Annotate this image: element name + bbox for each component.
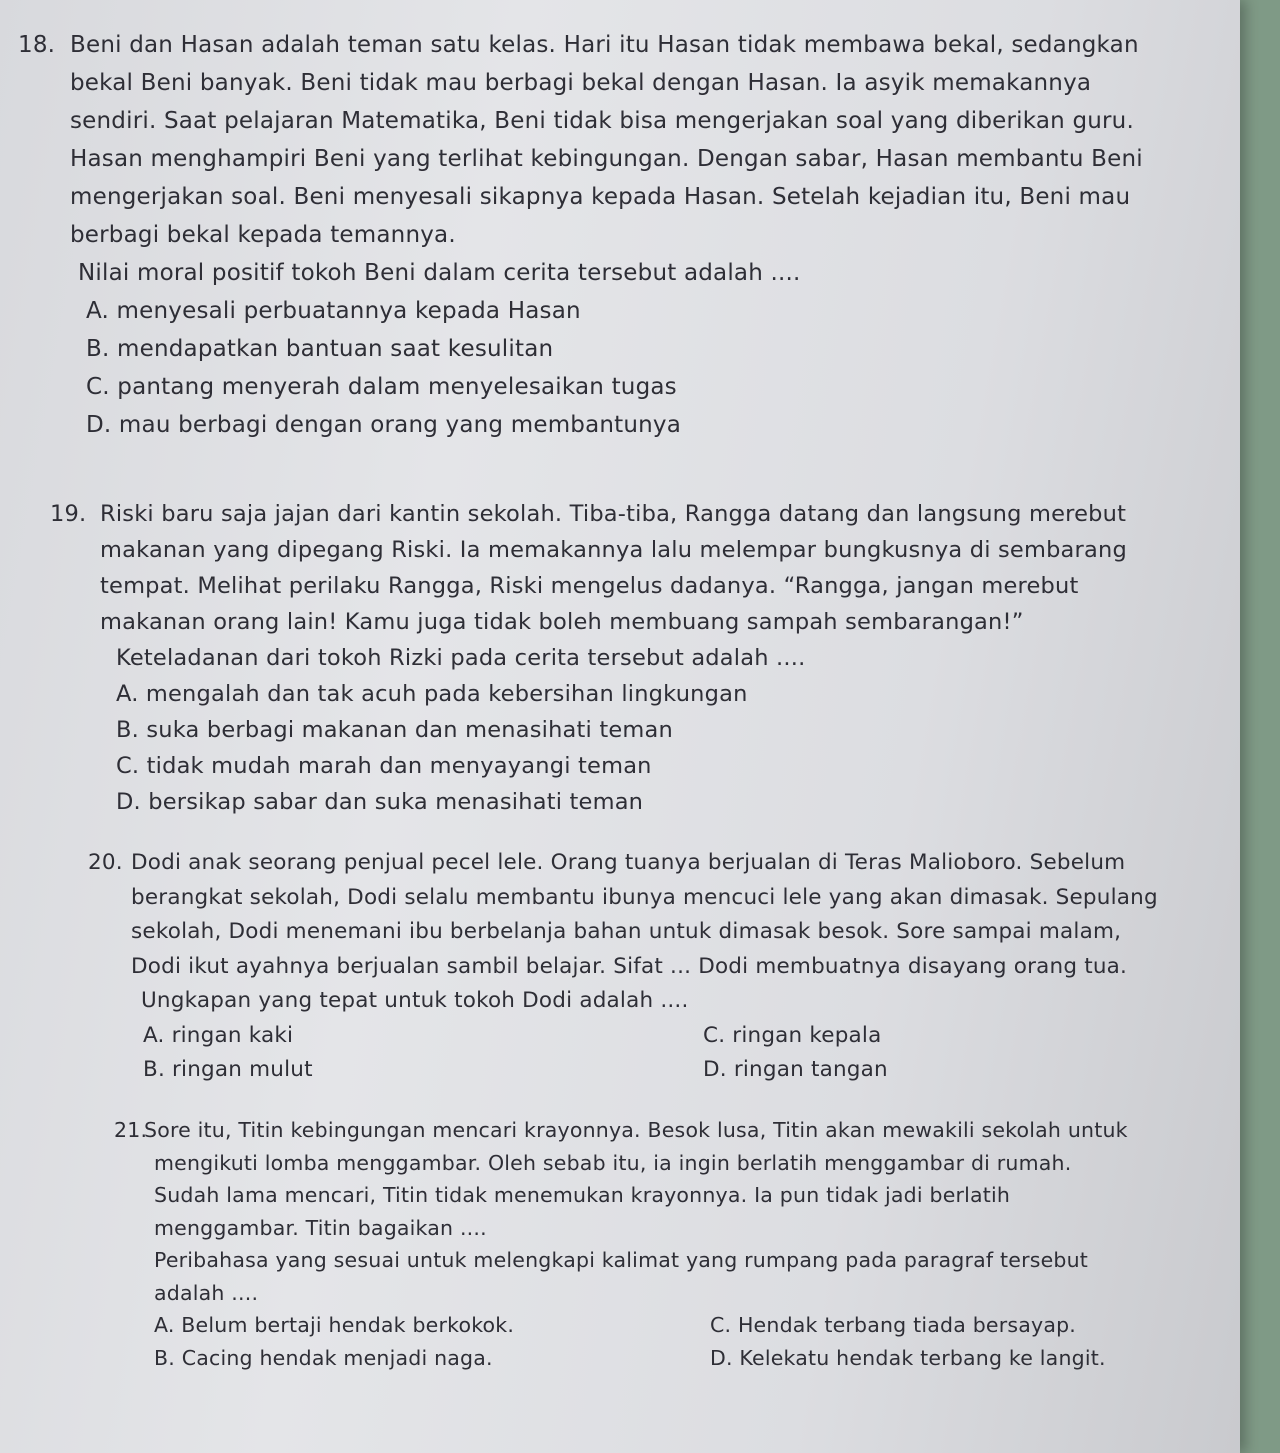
question-text-line: mengikuti lomba menggambar. Oleh sebab itu, ia ingin berlatih menggambar di rumah. xyxy=(154,1150,1072,1175)
question-20 xyxy=(88,846,1198,1088)
answer-option-a[interactable]: A. mengalah dan tak acuh pada kebersihan lingkungan xyxy=(116,681,748,707)
question-text-line: menggambar. Titin bagaikan .... xyxy=(154,1215,487,1240)
question-prompt: Nilai moral positif tokoh Beni dalam cerita tersebut adalah .... xyxy=(78,260,801,286)
answer-option-c[interactable]: C. tidak mudah marah dan menyayangi teman xyxy=(116,753,652,779)
answer-option-b[interactable]: B. mendapatkan bantuan saat kesulitan xyxy=(86,336,554,362)
answer-option-b[interactable]: B. ringan mulut xyxy=(143,1057,313,1082)
question-text-line: Sore itu, Titin kebingungan mencari krayonnya. Besok lusa, Titin akan mewakili sekolah untuk xyxy=(144,1118,1128,1142)
question-text-line: sendiri. Saat pelajaran Matematika, Beni tidak bisa mengerjakan soal yang diberikan guru. xyxy=(70,108,1134,134)
question-number: 20. xyxy=(88,850,123,875)
question-text-line: Dodi anak seorang penjual pecel lele. Orang tuanya berjualan di Teras Malioboro. Sebelum xyxy=(131,850,1126,875)
question-prompt: Keteladanan dari tokoh Rizki pada cerita tersebut adalah .... xyxy=(116,645,806,671)
question-text-line: tempat. Melihat perilaku Rangga, Riski mengelus dadanya. “Rangga, jangan merebut xyxy=(100,573,1079,599)
answer-option-d[interactable]: D. ringan tangan xyxy=(703,1057,888,1082)
answer-option-d[interactable]: D. mau berbagi dengan orang yang membantunya xyxy=(86,412,682,438)
answer-option-a[interactable]: A. ringan kaki xyxy=(143,1022,294,1048)
question-19 xyxy=(50,496,1200,820)
question-text-line: Beni dan Hasan adalah teman satu kelas. Hari itu Hasan tidak membawa bekal, sedangkan xyxy=(70,32,1139,58)
question-prompt: Peribahasa yang sesuai untuk melengkapi kalimat yang rumpang pada paragraf tersebut xyxy=(154,1248,1089,1272)
question-number: 18. xyxy=(18,32,56,58)
answer-option-a[interactable]: A. menyesali perbuatannya kepada Hasan xyxy=(86,298,581,324)
question-text-line: berangkat sekolah, Dodi selalu membantu ibunya mencuci lele yang akan dimasak. Sepulang xyxy=(131,884,1158,910)
answer-option-a[interactable]: A. Belum bertaji hendak berkokok. xyxy=(154,1313,515,1337)
question-text-line: Riski baru saja jajan dari kantin sekolah. Tiba-tiba, Rangga datang dan langsung merebut xyxy=(100,501,1127,527)
question-number: 21. xyxy=(114,1118,148,1142)
answer-option-d[interactable]: D. bersikap sabar dan suka menasihati teman xyxy=(116,789,644,815)
answer-option-c[interactable]: C. ringan kepala xyxy=(703,1022,882,1048)
question-text-line: mengerjakan soal. Beni menyesali sikapnya kepada Hasan. Setelah kejadian itu, Beni mau xyxy=(70,184,1131,210)
answer-option-d[interactable]: D. Kelekatu hendak terbang ke langit. xyxy=(710,1345,1106,1370)
question-number: 19. xyxy=(50,501,87,527)
question-text-line: Sudah lama mencari, Titin tidak menemukan krayonnya. Ia pun tidak jadi berlatih xyxy=(154,1183,1011,1207)
answer-option-c[interactable]: C. pantang menyerah dalam menyelesaikan tugas xyxy=(86,374,677,400)
question-text-line: Dodi ikut ayahnya berjualan sambil belajar. Sifat ... Dodi membuatnya disayang orang tua. xyxy=(131,953,1128,979)
question-prompt: adalah .... xyxy=(154,1280,259,1305)
answer-option-b[interactable]: B. suka berbagi makanan dan menasihati teman xyxy=(116,717,673,743)
question-text-line: sekolah, Dodi menemani ibu berbelanja bahan untuk dimasak besok. Sore sampai malam, xyxy=(131,919,1122,944)
question-prompt: Ungkapan yang tepat untuk tokoh Dodi adalah .... xyxy=(141,988,689,1013)
answer-option-c[interactable]: C. Hendak terbang tiada bersayap. xyxy=(710,1313,1077,1337)
question-text-line: berbagi bekal kepada temannya. xyxy=(70,222,456,248)
question-21 xyxy=(114,1114,1204,1374)
question-text-line: makanan orang lain! Kamu juga tidak boleh membuang sampah sembarangan!” xyxy=(100,609,1024,635)
question-18 xyxy=(18,26,1218,444)
question-text-line: bekal Beni banyak. Beni tidak mau berbagi bekal dengan Hasan. Ia asyik memakannya xyxy=(70,70,1092,96)
question-text-line: makanan yang dipegang Riski. Ia memakannya lalu melempar bungkusnya di sembarang xyxy=(100,537,1127,563)
question-text-line: Hasan menghampiri Beni yang terlihat kebingungan. Dengan sabar, Hasan membantu Beni xyxy=(70,146,1143,172)
answer-option-b[interactable]: B. Cacing hendak menjadi naga. xyxy=(154,1345,493,1370)
